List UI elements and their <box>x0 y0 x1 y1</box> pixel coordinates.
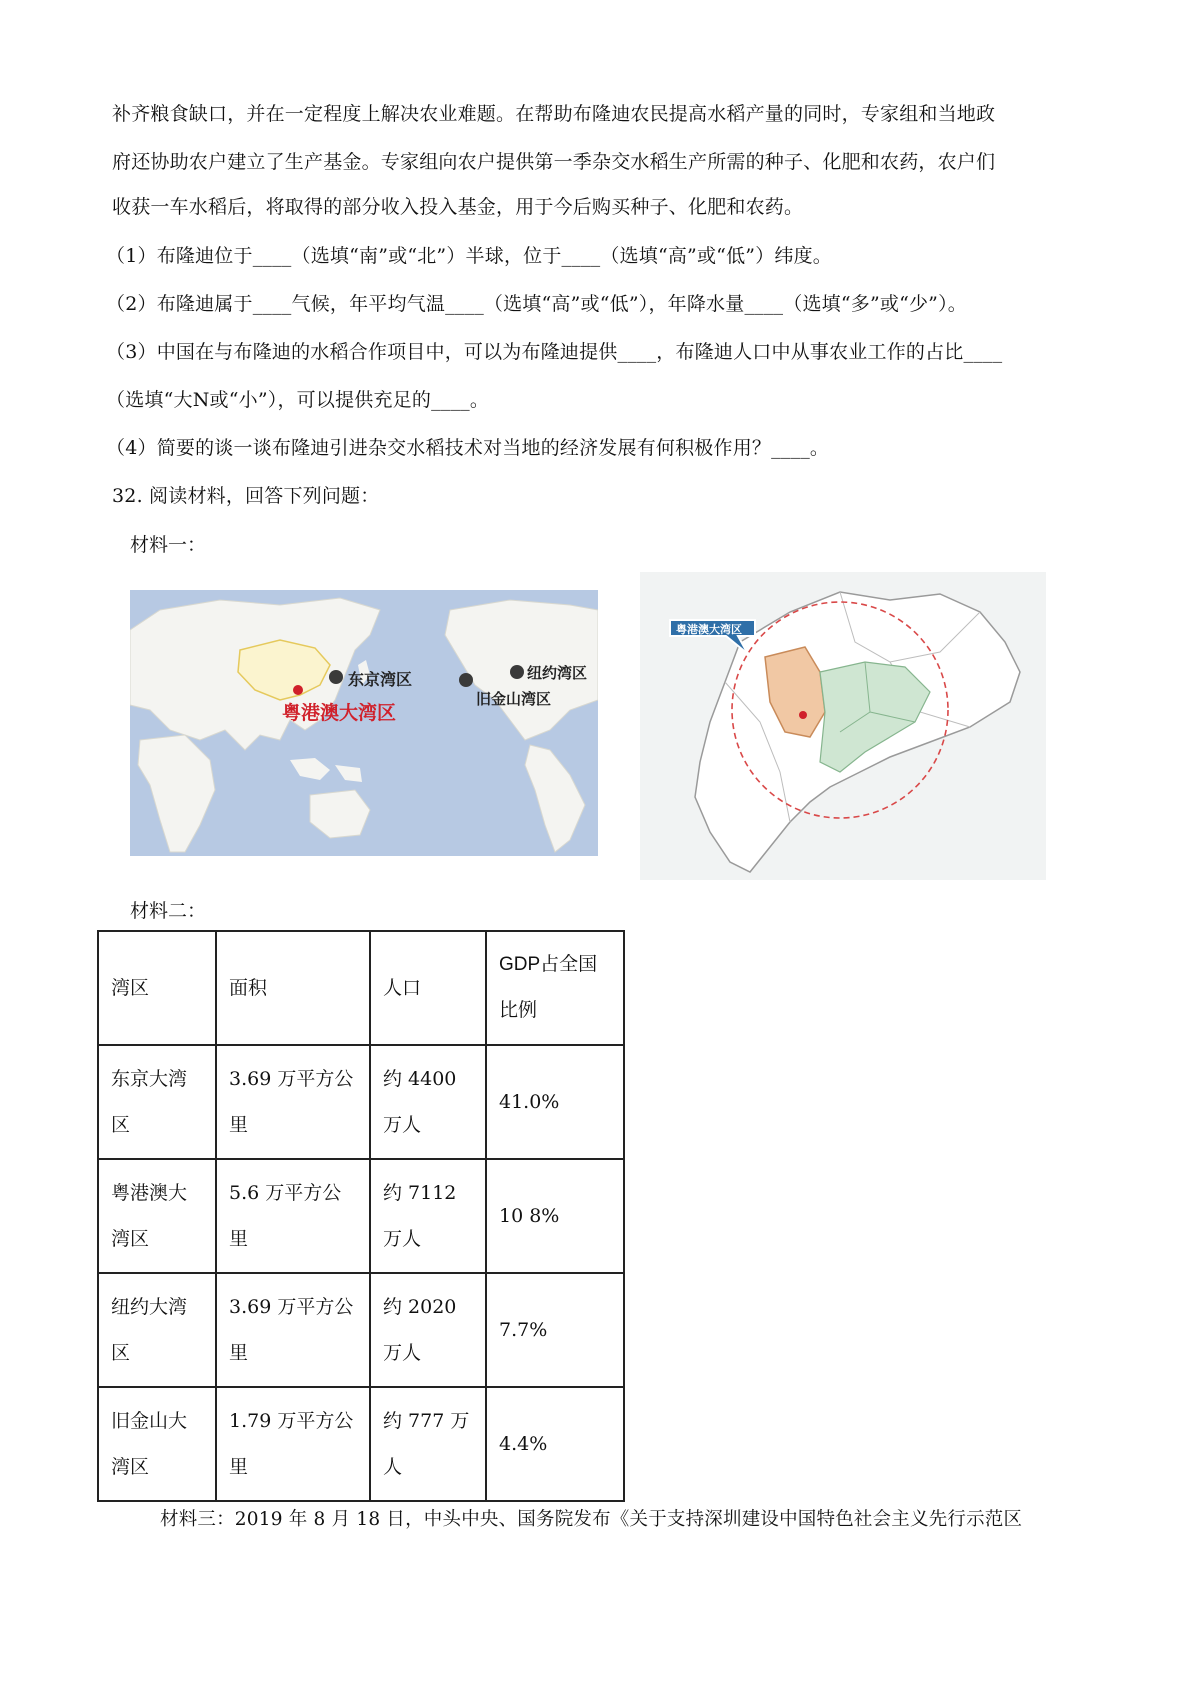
intro-line-1: 补齐粮食缺口，并在一定程度上解决农业难题。在帮助布隆迪农民提高水稻产量的同时，专家组和当地政 <box>112 103 996 125</box>
ny-bay-label: 纽约湾区 <box>527 665 588 682</box>
cell-area: 3.69 万平方公里 <box>216 1273 370 1387</box>
cell-bay-name: 粤港澳大湾区 <box>98 1159 216 1273</box>
cell-population: 约 4400 万人 <box>370 1045 486 1159</box>
tokyo-bay-label: 东京湾区 <box>348 672 413 689</box>
material-2-label: 材料二： <box>130 900 207 922</box>
table-row <box>98 1387 624 1501</box>
zhaoqing-marker <box>799 711 807 719</box>
question-32-heading: 32. 阅读材料，回答下列问题： <box>112 485 380 507</box>
bay-area-comparison-table <box>97 930 625 1502</box>
question-3-line-2: （选填“大N或“小”），可以提供充足的____。 <box>106 389 490 411</box>
cell-gdp-share: 10 8% <box>486 1159 624 1273</box>
material-3-text: 材料三：2019 年 8 月 18 日，中头中央、国务院发布《关于支持深圳建设中国特色社会主义先行示范区 <box>160 1509 1023 1530</box>
tokyo-marker <box>329 670 343 684</box>
intro-line-2: 府还协助农户建立了生产基金。专家组向农户提供第一季杂交水稻生产所需的种子、化肥和农药，农户们 <box>112 151 996 173</box>
header-population: 人口 <box>370 931 486 1045</box>
sf-bay-label: 旧金山湾区 <box>476 691 552 708</box>
question-3-line-1: （3）中国在与布隆迪的水稻合作项目中，可以为布隆迪提供____，布隆迪人口中从事农业工作的占比____ <box>106 341 1003 363</box>
guangdong-map <box>640 572 1046 880</box>
gba-callout-label: 粤港澳大湾区 <box>676 624 742 636</box>
cell-gdp-share: 4.4% <box>486 1387 624 1501</box>
world-map <box>130 590 598 856</box>
cell-area: 1.79 万平方公里 <box>216 1387 370 1501</box>
cell-gdp-share: 41.0% <box>486 1045 624 1159</box>
gba-marker <box>293 685 303 695</box>
question-2: （2）布隆迪属于____气候，年平均气温____（选填“高”或“低”），年降水量____（选填“多”或“少”）。 <box>106 293 967 315</box>
question-4: （4）简要的谈一谈布隆迪引进杂交水稻技术对当地的经济发展有何积极作用？____。 <box>106 437 830 459</box>
intro-line-3: 收获一车水稻后，将取得的部分收入投入基金，用于今后购买种子、化肥和农药。 <box>112 196 804 218</box>
cell-bay-name: 旧金山大湾区 <box>98 1387 216 1501</box>
cell-bay-name: 东京大湾区 <box>98 1045 216 1159</box>
header-bay-area: 湾区 <box>98 931 216 1045</box>
header-area: 面积 <box>216 931 370 1045</box>
sf-marker <box>459 673 473 687</box>
header-gdp-share: GDP占全国比例 <box>486 931 624 1045</box>
material-1-label: 材料一： <box>130 534 207 556</box>
cell-bay-name: 纽约大湾区 <box>98 1273 216 1387</box>
table-row <box>98 1045 624 1159</box>
question-1: （1）布隆迪位于____（选填“南”或“北”）半球，位于____（选填“高”或“低”）纬度。 <box>106 245 832 267</box>
table-header-row <box>98 931 624 1045</box>
cell-population: 约 777 万人 <box>370 1387 486 1501</box>
table-row <box>98 1159 624 1273</box>
cell-population: 约 7112 万人 <box>370 1159 486 1273</box>
cell-area: 5.6 万平方公里 <box>216 1159 370 1273</box>
table-row <box>98 1273 624 1387</box>
cell-population: 约 2020 万人 <box>370 1273 486 1387</box>
gba-label: 粤港澳大湾区 <box>282 703 397 724</box>
ny-marker <box>510 665 524 679</box>
guangdong-map-drawing <box>640 572 1046 880</box>
cell-area: 3.69 万平方公里 <box>216 1045 370 1159</box>
cell-gdp-share: 7.7% <box>486 1273 624 1387</box>
